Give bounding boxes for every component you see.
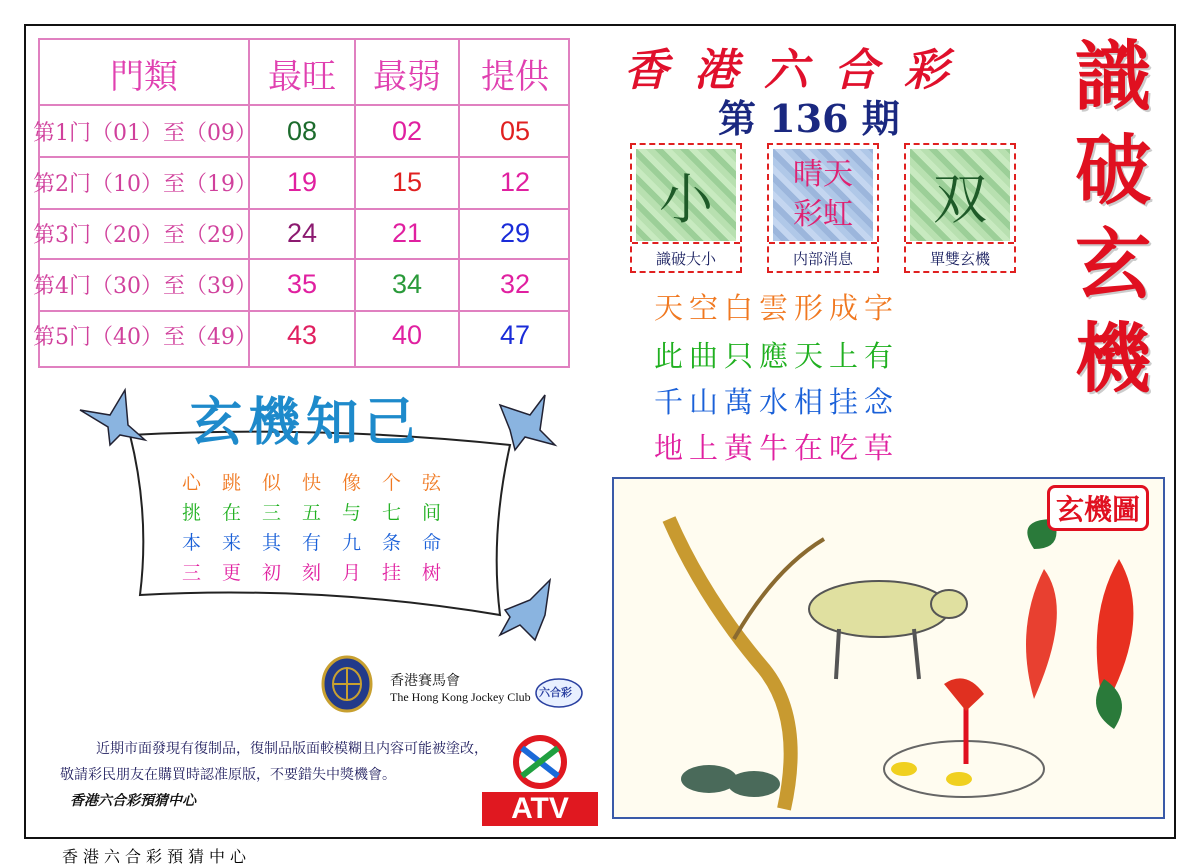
riddle-picture — [612, 477, 1165, 819]
table-cell-number: 43 — [286, 319, 318, 350]
atv-label: ATV — [482, 792, 598, 826]
table-header-weakest: 最弱 — [373, 56, 441, 97]
ox-icon — [809, 581, 967, 679]
table-cell-number: 05 — [499, 115, 531, 146]
table-cell-number: 12 — [499, 166, 531, 197]
riddle-picture-title: 玄機圖 — [1047, 485, 1149, 531]
verse-line: 挑在三五与七间 — [182, 502, 463, 524]
verse-line: 三更初刻月挂树 — [182, 562, 463, 584]
table-cell-number: 34 — [391, 268, 423, 299]
verse-line: 本来其有九条命 — [182, 532, 463, 554]
table-row-label: 第3门（20）至（29） — [33, 222, 257, 248]
vertical-title — [1058, 30, 1168, 406]
vertical-title-char: 破 — [1075, 126, 1151, 215]
footer-text: 香港六合彩預猜中心 — [62, 847, 252, 866]
mystery-box-caption: 單雙玄機 — [906, 242, 1014, 269]
mystery-box-caption: 内部消息 — [769, 242, 877, 269]
vertical-title-char: 玄 — [1075, 220, 1151, 309]
signature: 香港六合彩預猜中心 — [70, 793, 196, 809]
table-cell-number: 24 — [286, 217, 318, 248]
gold-ingot-icon — [946, 772, 972, 786]
mystery-box-image: 双 — [910, 149, 1010, 241]
mystery-box-image — [773, 149, 873, 241]
hkjc-name-en: The Hong Kong Jockey Club — [390, 690, 531, 704]
notice-text: 近期市面發現有復制品，復制品版面較模糊且内容可能被塗改，敬請彩民朋友在購買時認准原版，不要錯失中獎機會。 — [60, 741, 488, 783]
atv-logo — [482, 730, 598, 826]
table-header-category: 門類 — [110, 56, 178, 97]
mystery-box-text: 彩虹 — [793, 197, 853, 232]
mystery-box-insider — [767, 143, 879, 273]
table-cell-number: 29 — [499, 217, 531, 248]
table-header-hottest: 最旺 — [268, 56, 336, 97]
table-row-label: 第1门（01）至（09） — [33, 120, 257, 146]
bird-icon — [500, 580, 550, 640]
table-cell-number: 21 — [391, 217, 423, 248]
hkjc-name-zh: 香港賽馬會 — [390, 673, 460, 689]
poem-line: 千山萬水相挂念 — [654, 385, 900, 419]
bird-icon — [500, 395, 555, 450]
mystery-box-caption: 識破大小 — [632, 242, 740, 269]
mystery-box-size — [630, 143, 742, 273]
table-cell-number: 02 — [391, 115, 423, 146]
chili-icon — [1026, 569, 1057, 699]
gold-ingot-icon — [891, 762, 917, 776]
vertical-title-char: 識 — [1075, 32, 1151, 121]
table-cell-number: 47 — [499, 319, 531, 350]
table-cell-number: 15 — [391, 166, 423, 197]
number-table — [33, 38, 570, 368]
knowledge-title: 玄機知己 — [190, 392, 423, 453]
poem-line: 天空白雲形成字 — [654, 291, 900, 325]
mystery-box-text: 晴天 — [793, 157, 853, 192]
poem-line: 地上黃牛在吃草 — [654, 431, 900, 465]
main-title: 香港六合彩 — [624, 45, 974, 96]
atv-emblem-icon — [482, 730, 598, 792]
table-row-label: 第2门（10）至（19） — [33, 171, 257, 197]
mystery-box-oddeven — [904, 143, 1016, 273]
table-cell-number: 40 — [391, 319, 423, 350]
table-cell-number: 08 — [286, 115, 318, 146]
table-header-provided: 提供 — [481, 56, 549, 97]
issue-number: 第 136 期 — [718, 96, 900, 141]
vertical-title-char: 機 — [1075, 314, 1151, 403]
axe-icon — [944, 678, 984, 711]
hkjc-logo-icon — [320, 655, 374, 713]
verse-line: 心跳似快像个弦 — [182, 472, 463, 494]
mystery-box-image: 小 — [636, 149, 736, 241]
table-cell-number: 32 — [499, 268, 531, 299]
bird-icon — [80, 390, 145, 445]
poem-line: 此曲只應天上有 — [654, 339, 900, 373]
table-cell-number: 19 — [286, 166, 318, 197]
mark6-logo-text: 六合彩 — [539, 686, 572, 699]
table-row-label: 第5门（40）至（49） — [33, 324, 257, 350]
table-cell-number: 35 — [286, 268, 318, 299]
table-row-label: 第4门（30）至（39） — [33, 273, 257, 299]
